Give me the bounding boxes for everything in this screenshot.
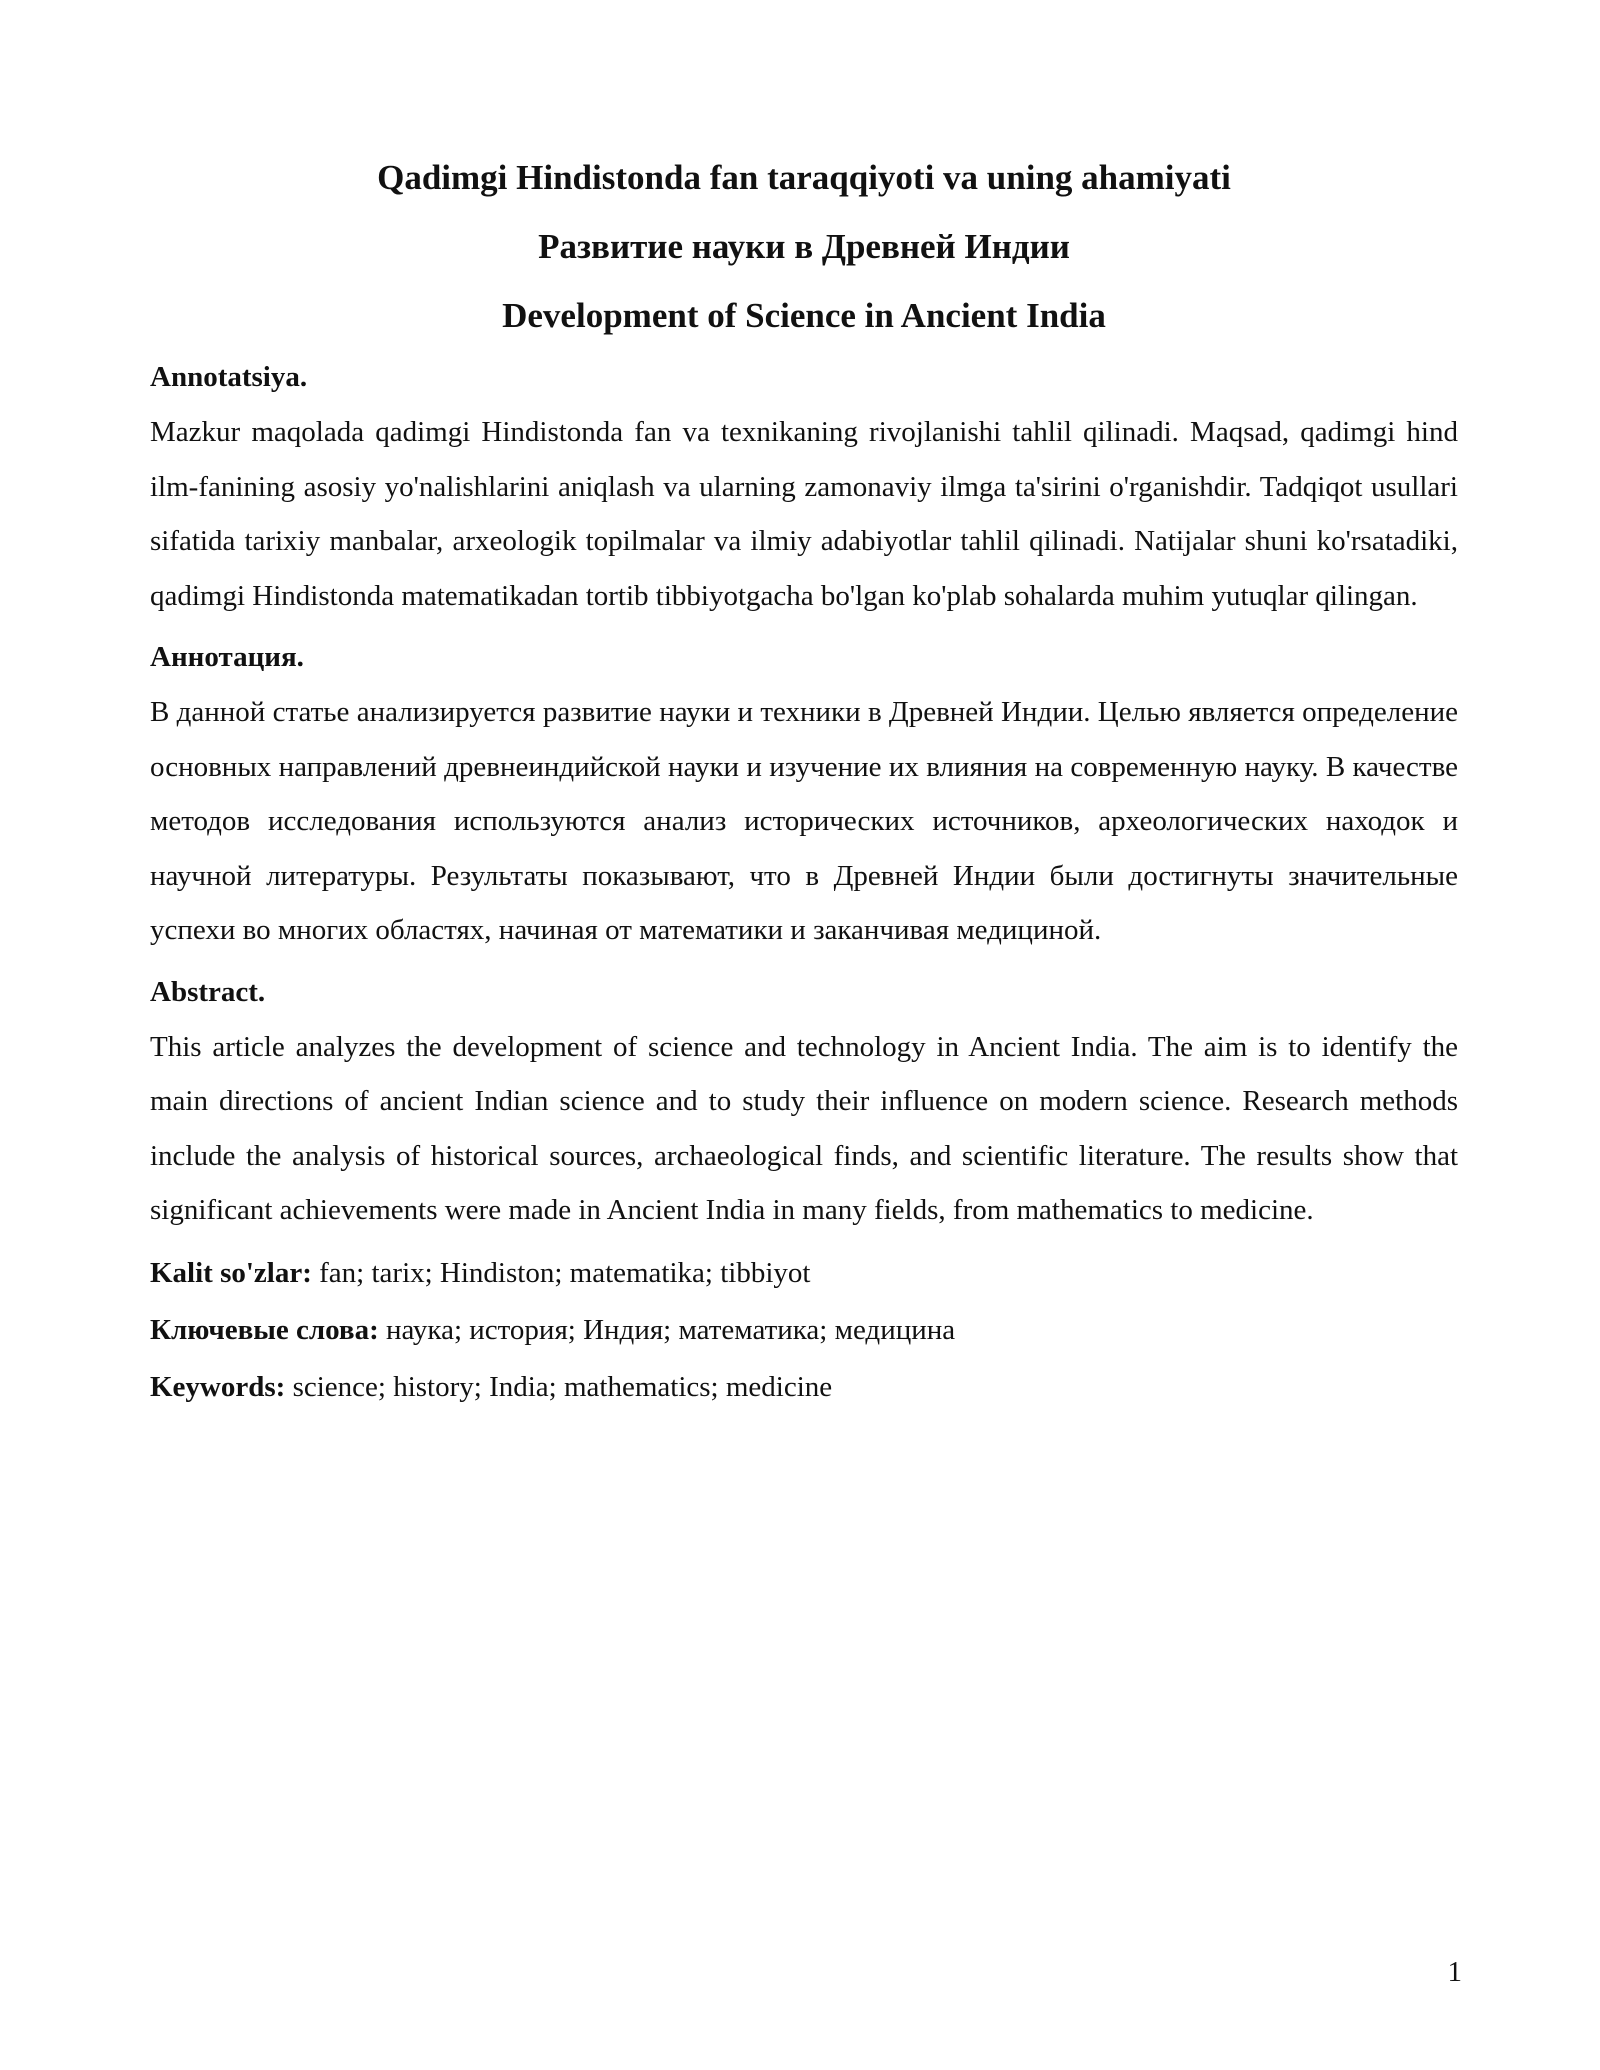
keywords-block <box>150 1245 1458 1416</box>
title-block <box>150 143 1458 350</box>
keywords-english-label: Keywords: <box>150 1370 286 1403</box>
keywords-russian-label: Ключевые слова: <box>150 1313 379 1346</box>
abstract-english-heading: Abstract. <box>150 975 266 1008</box>
annotation-russian-heading: Аннотация. <box>150 641 304 673</box>
article-body <box>150 350 1458 1416</box>
abstract-english <box>150 965 1458 1238</box>
title-uzbek: Qadimgi Hindistonda fan taraqqiyoti va uning ahamiyati <box>377 158 1231 197</box>
annotation-russian-text: В данной статье анализируется развитие науки и техники в Древней Индии. Целью является определение основных направлений древнеиндийской науки и изучение их влияния на современную науку. В качестве методов исследования используются анализ исторических источников, археологических находок и научной литературы. Результаты показывают, что в Древней Индии были достигнуты значительные успехи во многих областях, начиная от математики и заканчивая медициной. <box>150 696 1458 946</box>
keywords-uzbek <box>150 1245 1458 1302</box>
keywords-russian-value: наука; история; Индия; математика; медицина <box>386 1313 956 1346</box>
annotation-uzbek-text: Mazkur maqolada qadimgi Hindistonda fan va texnikaning rivojlanishi tahlil qilinadi. Maqsad, qadimgi hind ilm-fanining asosiy yo'nalishlarini aniqlash va ularning zamonaviy ilmga ta'sirini o'rganishdir. Tadqiqot usullari sifatida tarixiy manbalar, arxeologik topilmalar va ilmiy adabiyotlar tahlil qilinadi. Natijalar shuni ko'rsatadiki, qadimgi Hindistonda matematikadan tortib tibbiyotgacha bo'lgan ko'plab sohalarda muhim yutuqlar qilingan. <box>150 416 1458 612</box>
annotation-russian <box>150 630 1458 958</box>
keywords-uzbek-label: Kalit so'zlar: <box>150 1256 312 1289</box>
keywords-english-value: science; history; India; mathematics; medicine <box>292 1370 833 1403</box>
title-russian: Развитие науки в Древней Индии <box>538 227 1070 266</box>
title-english: Development of Science in Ancient India <box>502 296 1106 335</box>
keywords-english <box>150 1359 1458 1416</box>
keywords-russian <box>150 1302 1458 1359</box>
page-number: 1 <box>1447 1956 1462 1988</box>
keywords-uzbek-value: fan; tarix; Hindiston; matematika; tibbiyot <box>319 1256 811 1289</box>
annotation-uzbek <box>150 350 1458 623</box>
annotation-uzbek-heading: Annotatsiya. <box>150 361 308 393</box>
abstract-english-text: This article analyzes the development of science and technology in Ancient India. The aim is to identify the main directions of ancient Indian science and to study their influence on modern science. Research methods include the analysis of historical sources, archaeological finds, and scientific literature. The results show that significant achievements were made in Ancient India in many fields, from mathematics to medicine. <box>150 1030 1458 1226</box>
